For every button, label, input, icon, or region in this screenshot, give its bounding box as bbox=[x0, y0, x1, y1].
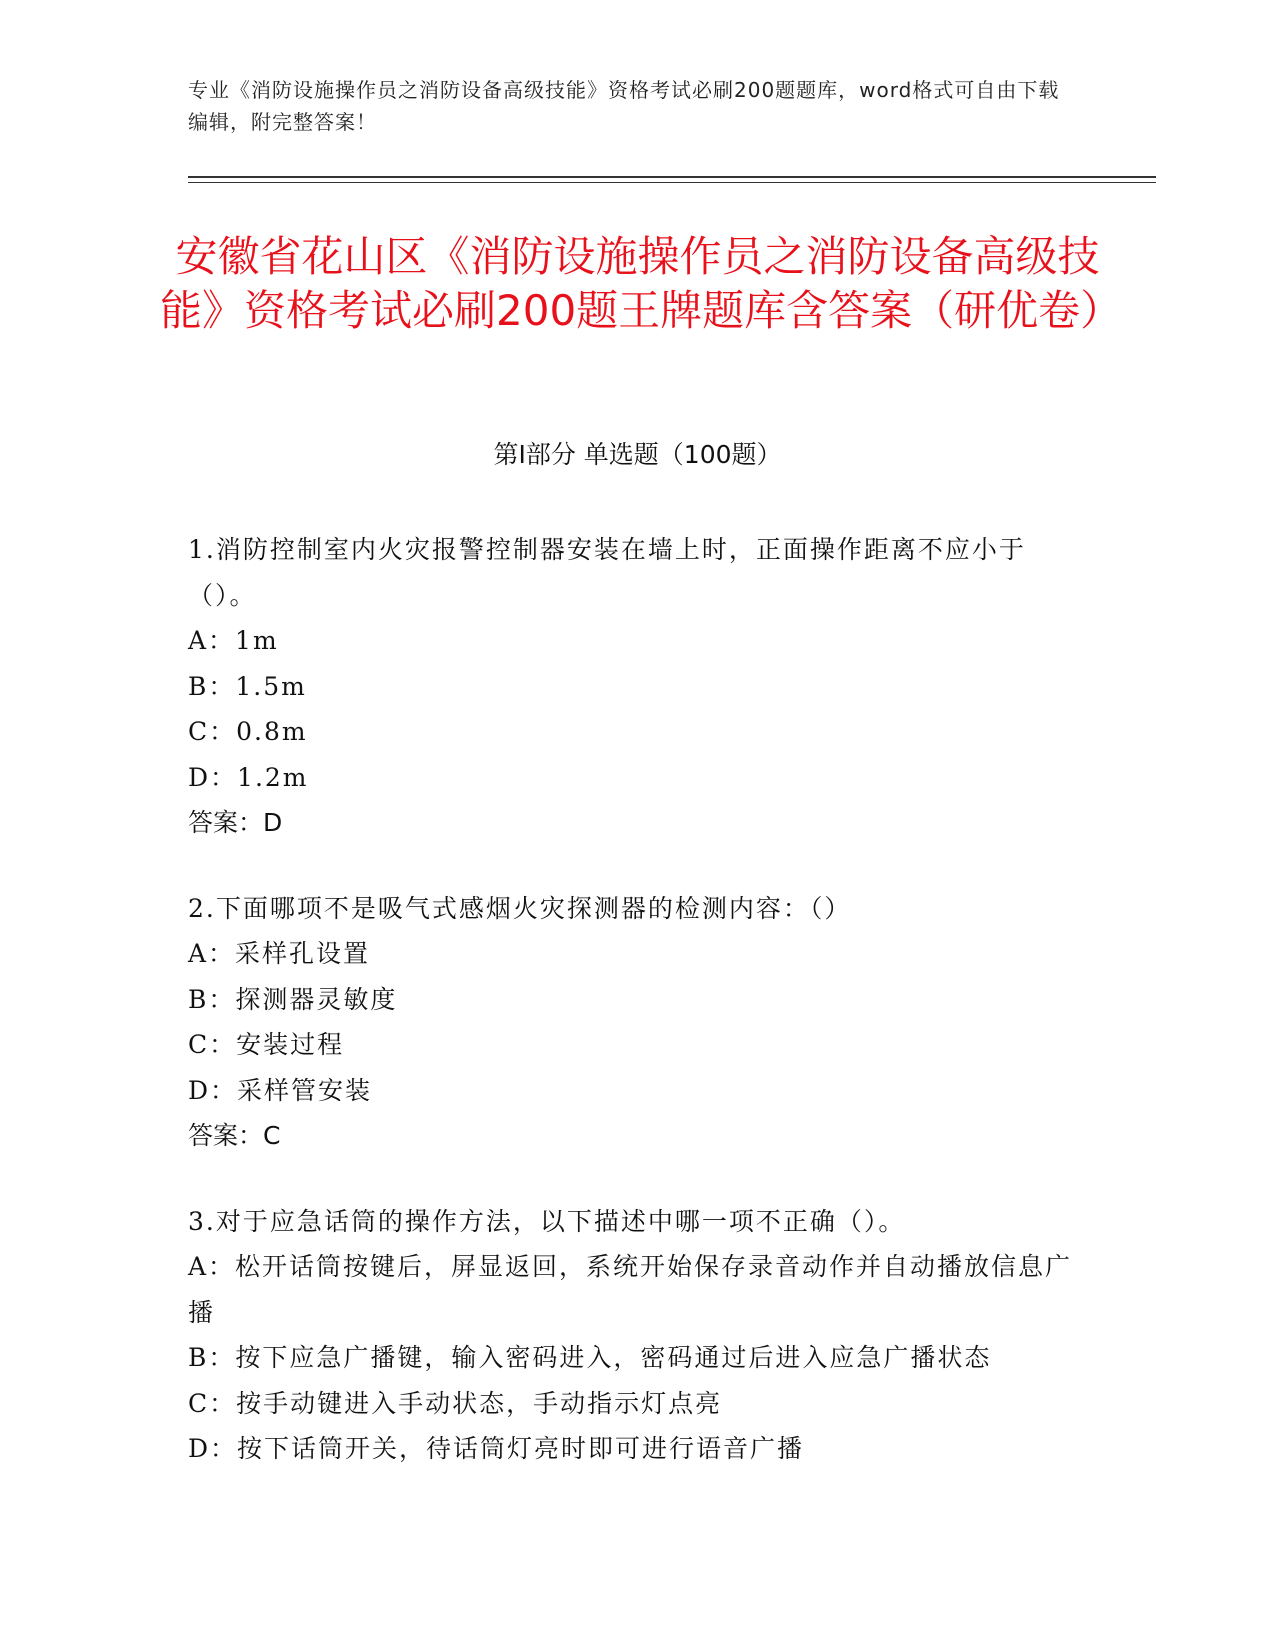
question-list bbox=[188, 527, 1088, 1512]
option-a: A：采样孔设置 bbox=[188, 939, 371, 968]
option-c: C：安装过程 bbox=[188, 1030, 345, 1059]
option-a: A：1m bbox=[188, 626, 279, 655]
question-stem: 3.对于应急话筒的操作方法，以下描述中哪一项不正确（）。 bbox=[188, 1206, 906, 1236]
header-divider-thin bbox=[188, 182, 1156, 183]
answer-line: 答案：C bbox=[188, 1121, 281, 1150]
question-1 bbox=[188, 527, 1088, 846]
option-b: B：1.5m bbox=[188, 671, 307, 701]
option-c: C：0.8m bbox=[188, 717, 308, 746]
option-a: A：松开话筒按键后，屏显返回，系统开始保存录音动作并自动播放信息广播 bbox=[188, 1252, 1073, 1327]
option-d: D：按下话筒开关，待话筒灯亮时即可进行语音广播 bbox=[188, 1434, 805, 1463]
document-title: 安徽省花山区《消防设施操作员之消防设备高级技能》资格考试必刷200题王牌题库含答案（研优卷） bbox=[160, 232, 1123, 335]
option-c: C：按手动键进入手动状态，手动指示灯点亮 bbox=[188, 1388, 723, 1418]
question-stem: 1.消防控制室内火灾报警控制器安装在墙上时，正面操作距离不应小于（）。 bbox=[188, 535, 1026, 610]
question-stem: 2.下面哪项不是吸气式感烟火灾探测器的检测内容：（） bbox=[188, 893, 852, 923]
option-d: D：1.2m bbox=[188, 762, 309, 792]
question-3 bbox=[188, 1199, 1088, 1472]
header-divider-thick bbox=[188, 176, 1156, 178]
header-note: 专业《消防设施操作员之消防设备高级技能》资格考试必刷200题题库，word格式可自由下载编辑，附完整答案！ bbox=[188, 78, 1060, 134]
option-b: B：探测器灵敏度 bbox=[188, 984, 398, 1014]
option-b: B：按下应急广播键，输入密码进入，密码通过后进入应急广播状态 bbox=[188, 1343, 992, 1372]
answer-line: 答案：D bbox=[188, 808, 283, 837]
question-2 bbox=[188, 886, 1088, 1159]
option-d: D：采样管安装 bbox=[188, 1075, 373, 1105]
section-title: 第I部分 单选题（100题） bbox=[493, 440, 782, 469]
